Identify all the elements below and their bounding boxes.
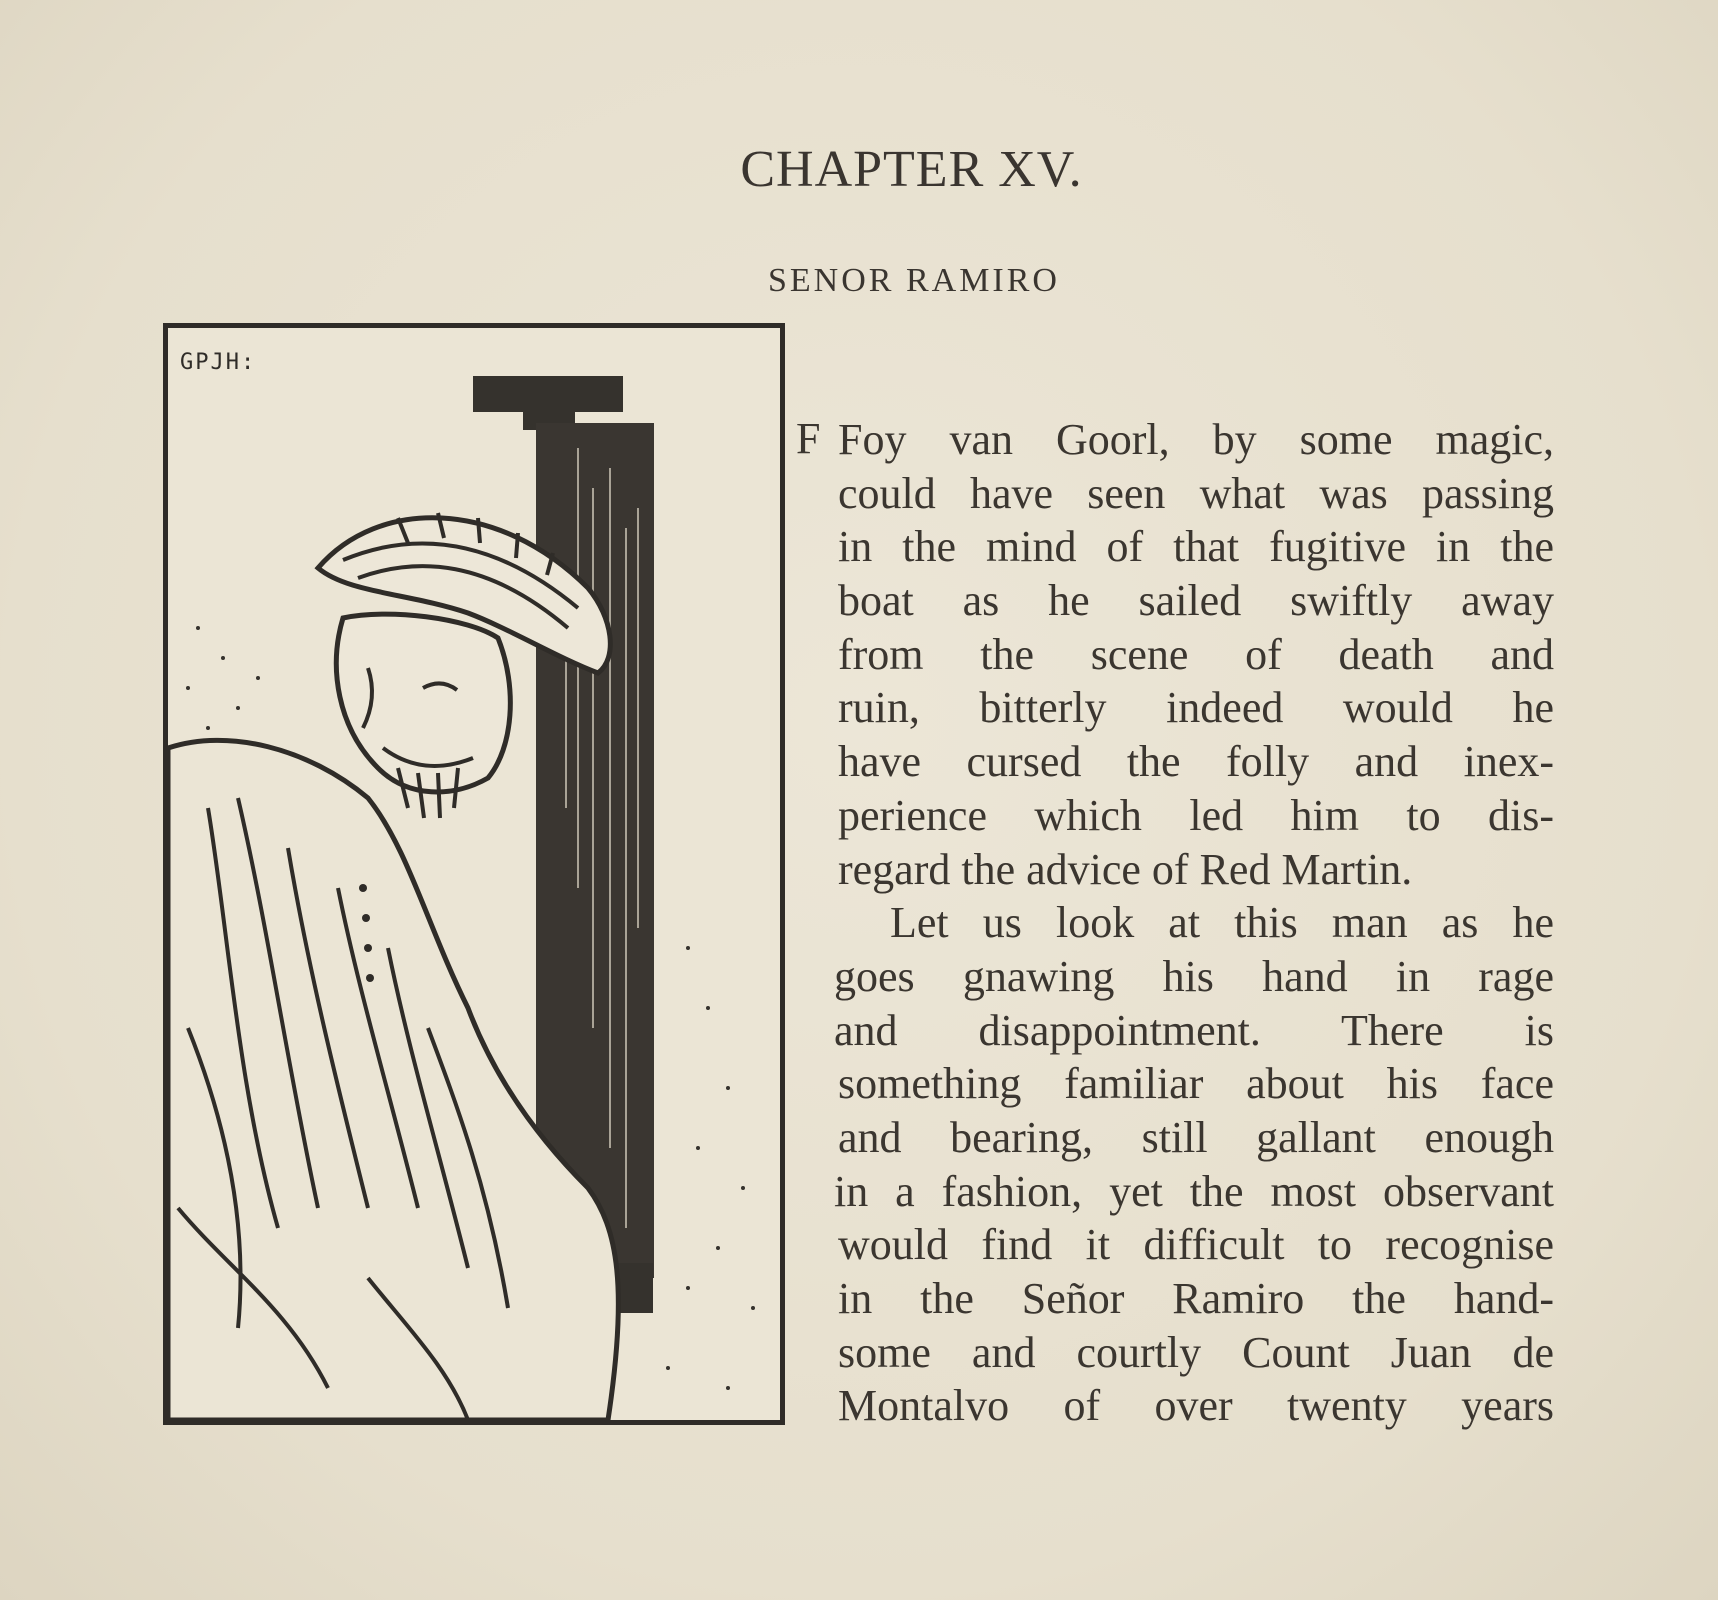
text-line: regard the advice of Red Martin. xyxy=(838,844,1413,894)
text-line: have cursed the folly and inex- xyxy=(838,737,1554,787)
text-line: Montalvo of over twenty years xyxy=(838,1381,1554,1431)
text-line: boat as he sailed swiftly away xyxy=(838,576,1554,626)
text-line: and bearing, still gallant enough xyxy=(838,1112,1554,1162)
text-line: could have seen what was passing xyxy=(838,468,1554,518)
text-line: some and courtly Count Juan de xyxy=(838,1327,1554,1377)
text-line: from the scene of death and xyxy=(838,629,1554,679)
chapter-number-heading: CHAPTER XV. xyxy=(740,141,1083,198)
artist-monogram: GPJH: xyxy=(180,350,257,375)
text-line: in a fashion, yet the most observant xyxy=(834,1166,1554,1216)
text-line: ruin, bitterly indeed would he xyxy=(838,683,1554,733)
text-line: would find it difficult to recognise xyxy=(838,1220,1554,1270)
text-line: and disappointment. There is xyxy=(834,1005,1554,1055)
chapter-body-text xyxy=(834,413,1554,1433)
woodcut-initial-i-icon xyxy=(168,328,780,1420)
text-line: something familiar about his face xyxy=(838,1059,1554,1109)
drop-cap-illustration xyxy=(163,323,785,1425)
text-line: in the mind of that fugitive in the xyxy=(838,522,1554,572)
drop-cap-continuation: F xyxy=(796,414,821,463)
text-line: perience which led him to dis- xyxy=(838,790,1554,840)
text-line: goes gnawing his hand in rage xyxy=(834,951,1554,1001)
text-line: Foy van Goorl, by some magic, xyxy=(838,415,1554,464)
chapter-title-heading: SENOR RAMIRO xyxy=(768,262,1060,299)
text-line: in the Señor Ramiro the hand- xyxy=(838,1274,1554,1323)
text-line: Let us look at this man as he xyxy=(890,898,1554,948)
